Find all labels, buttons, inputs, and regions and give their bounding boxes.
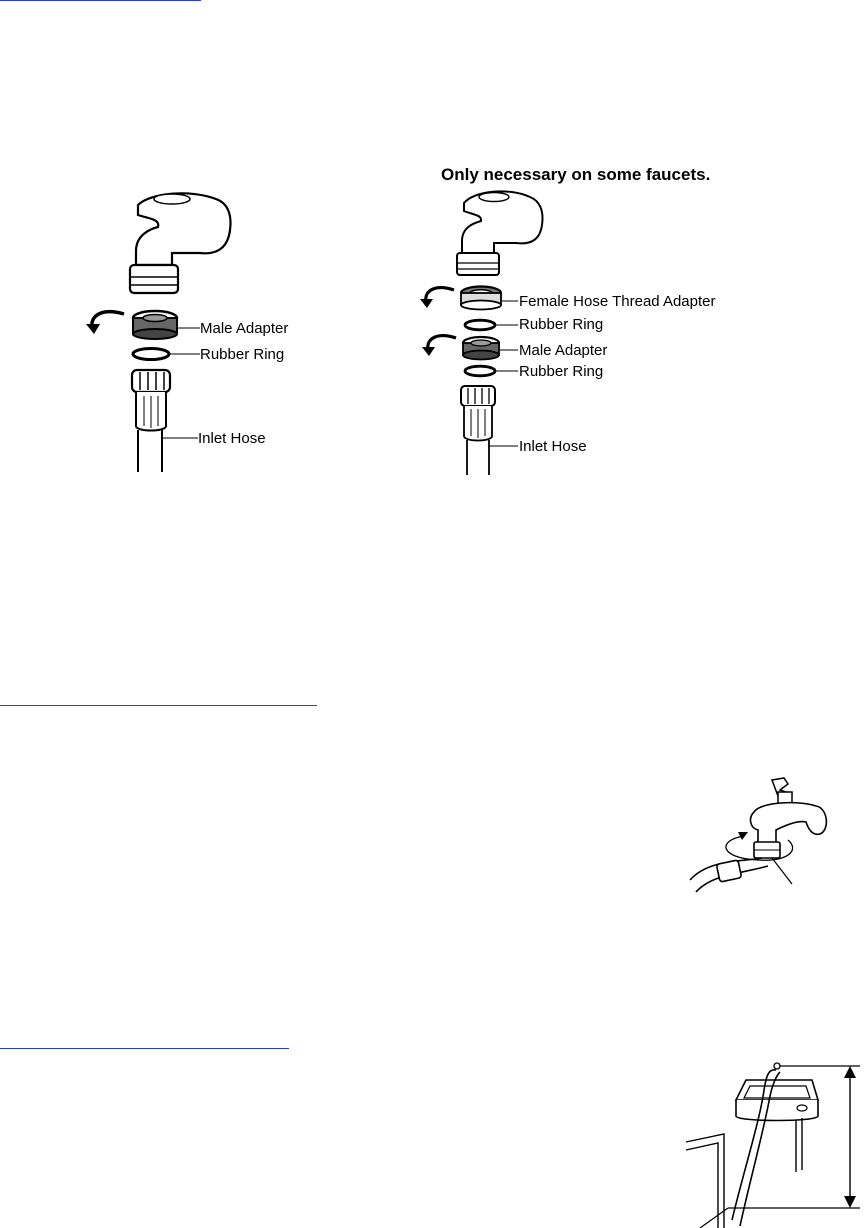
rubber-ring-icon	[130, 346, 172, 362]
section-rule-top	[0, 0, 201, 1]
label-male-adapter: Male Adapter	[519, 342, 608, 359]
adapter-icon	[458, 285, 504, 311]
section-rule-bottom	[0, 1048, 289, 1049]
rotate-arrow-icon	[418, 284, 458, 310]
adapter-icon	[130, 310, 180, 340]
faucet-hose-connection-illustration	[688, 770, 838, 900]
rotate-arrow-icon	[420, 332, 460, 358]
rubber-ring-icon	[462, 318, 498, 332]
leader-line	[496, 323, 520, 327]
leader-line	[162, 436, 200, 440]
label-inlet-hose: Inlet Hose	[519, 438, 587, 455]
leader-line	[496, 369, 520, 373]
leader-line	[488, 444, 520, 448]
label-inlet-hose: Inlet Hose	[198, 430, 266, 447]
label-rubber-ring: Rubber Ring	[200, 346, 285, 363]
faucet-icon	[120, 185, 250, 300]
diagram-heading: Only necessary on some faucets.	[441, 165, 711, 184]
section-rule-middle	[0, 705, 317, 706]
leader-line	[176, 326, 202, 330]
leader-line	[500, 348, 520, 352]
leader-line	[502, 299, 520, 303]
rotate-arrow-icon	[84, 306, 128, 336]
sink-height-illustration	[684, 1060, 864, 1228]
label-female-adapter: Female Hose Thread Adapter	[519, 293, 716, 310]
leader-line	[170, 352, 202, 356]
faucet-icon	[448, 185, 558, 280]
inlet-hose-icon	[458, 384, 498, 476]
adapter-icon	[460, 336, 502, 362]
label-male-adapter: Male Adapter	[200, 320, 289, 337]
rubber-ring-icon	[462, 364, 498, 378]
label-rubber-ring-1: Rubber Ring	[519, 316, 604, 333]
inlet-hose-icon	[128, 368, 174, 473]
label-rubber-ring-2: Rubber Ring	[519, 363, 604, 380]
